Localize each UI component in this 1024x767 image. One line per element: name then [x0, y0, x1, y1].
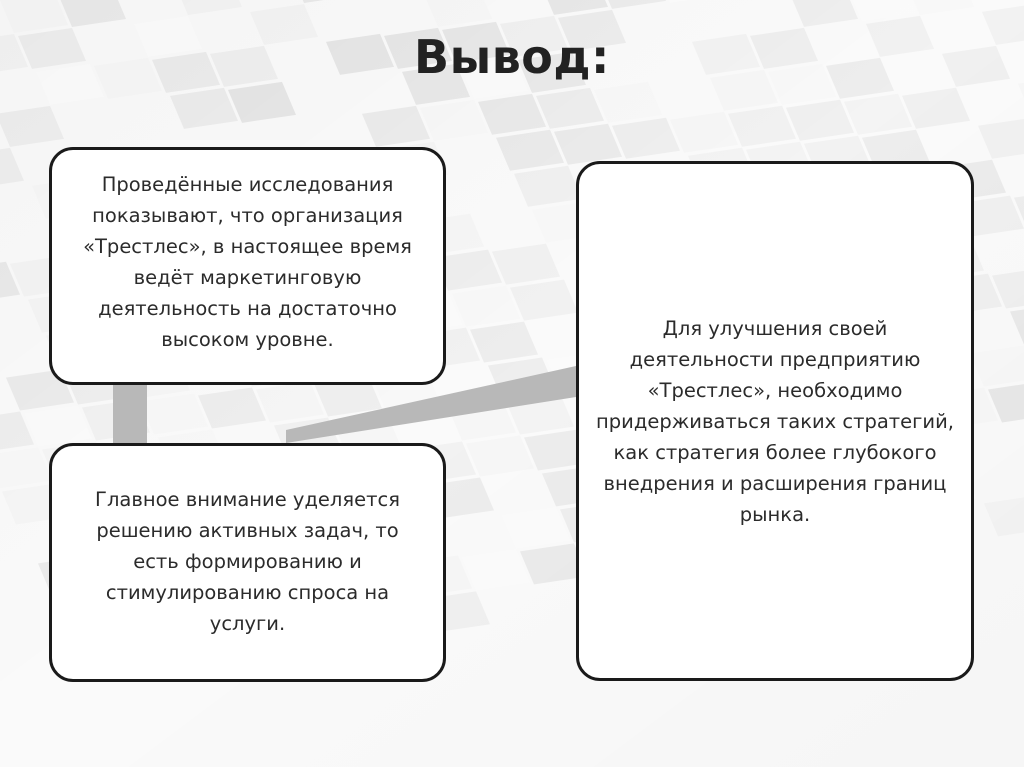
conclusion-text-research: Проведённые исследования показывают, что организация «Трестлес», в настоящее время ведёт маркетинговую деятельность на достаточно высоком уровне. — [83, 173, 412, 351]
vertical-connector — [113, 383, 147, 445]
conclusion-box-strategy — [576, 161, 974, 681]
conclusion-text-strategy: Для улучшения своей деятельности предприятию «Трестлес», необходимо придерживаться таких стратегий, как стратегия более глубокого внедрения и расширения границ рынка. — [596, 316, 954, 526]
slide-title: Вывод: — [414, 30, 610, 84]
conclusion-box-tasks — [49, 443, 446, 682]
conclusion-box-research — [49, 147, 446, 385]
conclusion-text-tasks: Главное внимание уделяется решению активных задач, то есть формированию и стимулированию спроса на услуги. — [95, 488, 400, 635]
